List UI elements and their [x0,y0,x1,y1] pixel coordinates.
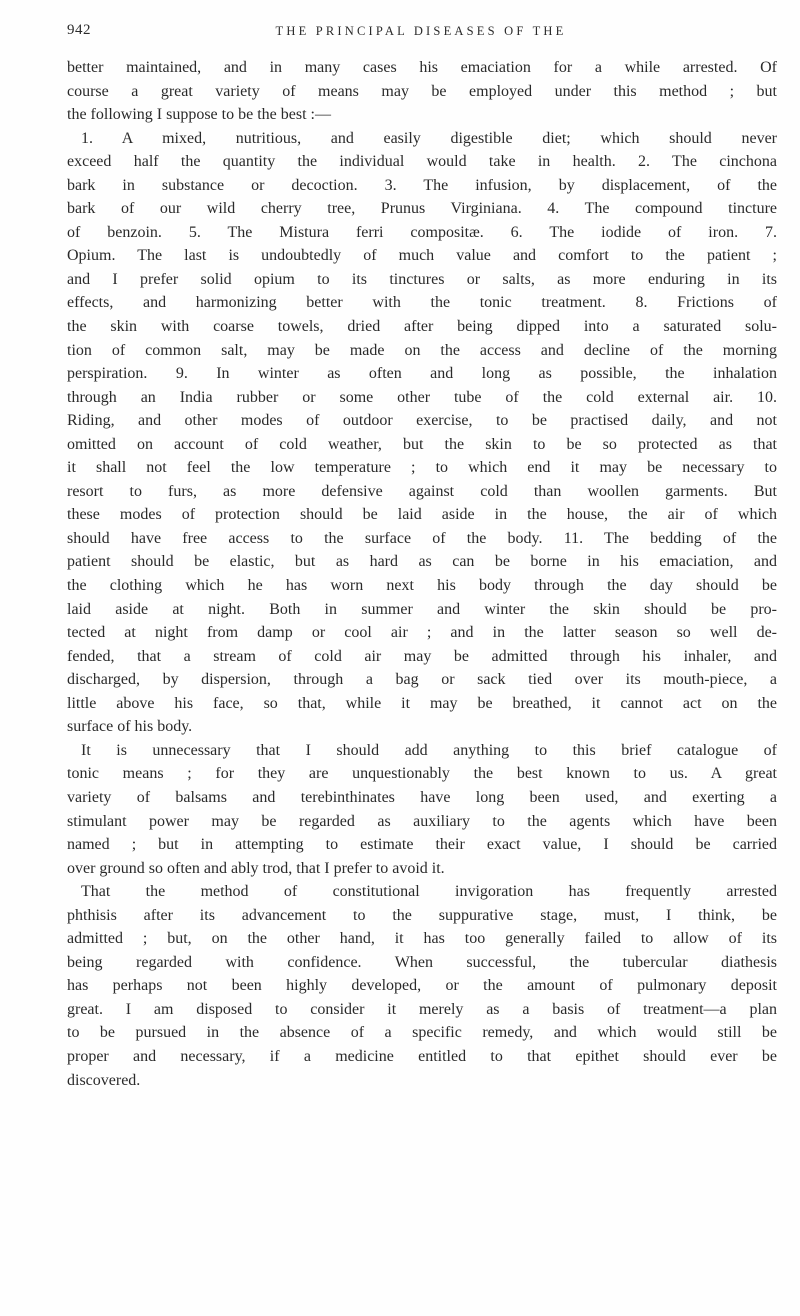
text-line: better maintained, and in many cases his emaciation for a while arrested. Of [67,59,777,76]
text-line: tonic means ; for they are unquestionably the best known to us. A great [67,765,777,783]
text-line: named ; but in attempting to estimate their exact value, I should be carried [67,836,777,854]
text-line: discharged, by dispersion, through a bag or sack tied over its mouth-piece, a [67,671,777,689]
text-line: the skin with coarse towels, dried after being dipped into a saturated solu- [67,318,777,336]
text-line: resort to furs, as more defensive against cold than woollen garments. But [67,482,777,500]
text-line: variety of balsams and terebinthinates have long been used, and exerting a [67,788,777,806]
text-line: it shall not feel the low temperature ; to which end it may be necessary to [67,459,777,477]
text-line: through an India rubber or some other tube of the cold external air. 10. [67,388,777,406]
text-line: being regarded with confidence. When successful, the tubercular diathesis [67,953,777,971]
text-line: exceed half the quantity the individual would take in health. 2. The cinchona [67,153,777,171]
text-line: bark of our wild cherry tree, Prunus Virginiana. 4. The compound tincture [67,200,777,218]
text-line: admitted ; but, on the other hand, it has too generally failed to allow of its [67,930,777,948]
text-line: to be pursued in the absence of a specific remedy, and which would still be [67,1024,777,1042]
text-line: proper and necessary, if a medicine entitled to that epithet should ever be [67,1047,777,1065]
text-line: the following I suppose to be the best :— [67,106,331,124]
text-line: and I prefer solid opium to its tinctures or salts, as more enduring in its [67,270,777,288]
text-line: the clothing which he has worn next his body through the day should be [67,577,777,595]
text-line: tion of common salt, may be made on the access and decline of the morning [67,341,777,359]
text-line: over ground so often and ably trod, that I prefer to avoid it. [67,859,445,877]
running-title: THE PRINCIPAL DISEASES OF THE [275,24,567,38]
text-line: has perhaps not been highly developed, or the amount of pulmonary deposit [67,977,777,995]
text-line: effects, and harmonizing better with the tonic treatment. 8. Frictions of [67,294,777,312]
text-line: discovered. [67,1071,141,1089]
text-line: stimulant power may be regarded as auxiliary to the agents which have been [67,812,777,830]
text-line: course a great variety of means may be employed under this method ; but [67,82,777,100]
text-line: surface of his body. [67,718,193,736]
text-line: bark in substance or decoction. 3. The infusion, by displacement, of the [67,176,777,194]
text-line: perspiration. 9. In winter as often and long as possible, the inhalation [67,365,777,383]
text-line: great. I am disposed to consider it merely as a basis of treatment—a plan [67,1000,777,1018]
text-line: should have free access to the surface of the body. 11. The bedding of the [67,529,777,547]
text-line: of benzoin. 5. The Mistura ferri compositæ. 6. The iodide of iron. 7. [67,223,777,241]
text-line: It is unnecessary that I should add anything to this brief catalogue of [81,741,777,759]
text-line: fended, that a stream of cold air may be admitted through his inhaler, and [67,647,777,665]
text-line: phthisis after its advancement to the suppurative stage, must, I think, be [67,906,777,924]
text-line: laid aside at night. Both in summer and winter the skin should be pro- [67,600,777,618]
text-line: omitted on account of cold weather, but the skin to be so protected as that [67,435,777,453]
text-line: That the method of constitutional invigoration has frequently arrested [81,883,777,901]
page-number: 942 [67,22,91,38]
page-header [67,22,775,42]
text-line: Opium. The last is undoubtedly of much value and comfort to the patient ; [67,247,777,265]
text-line: patient should be elastic, but as hard as can be borne in his emaciation, and [67,553,777,571]
text-line: tected at night from damp or cool air ; and in the latter season so well de- [67,624,777,642]
body-text [67,59,777,1095]
text-line: 1. A mixed, nutritious, and easily digestible diet; which should never [81,129,777,147]
text-line: little above his face, so that, while it may be breathed, it cannot act on the [67,694,777,712]
text-line: Riding, and other modes of outdoor exercise, to be practised daily, and not [67,412,777,430]
text-line: these modes of protection should be laid aside in the house, the air of which [67,506,777,524]
